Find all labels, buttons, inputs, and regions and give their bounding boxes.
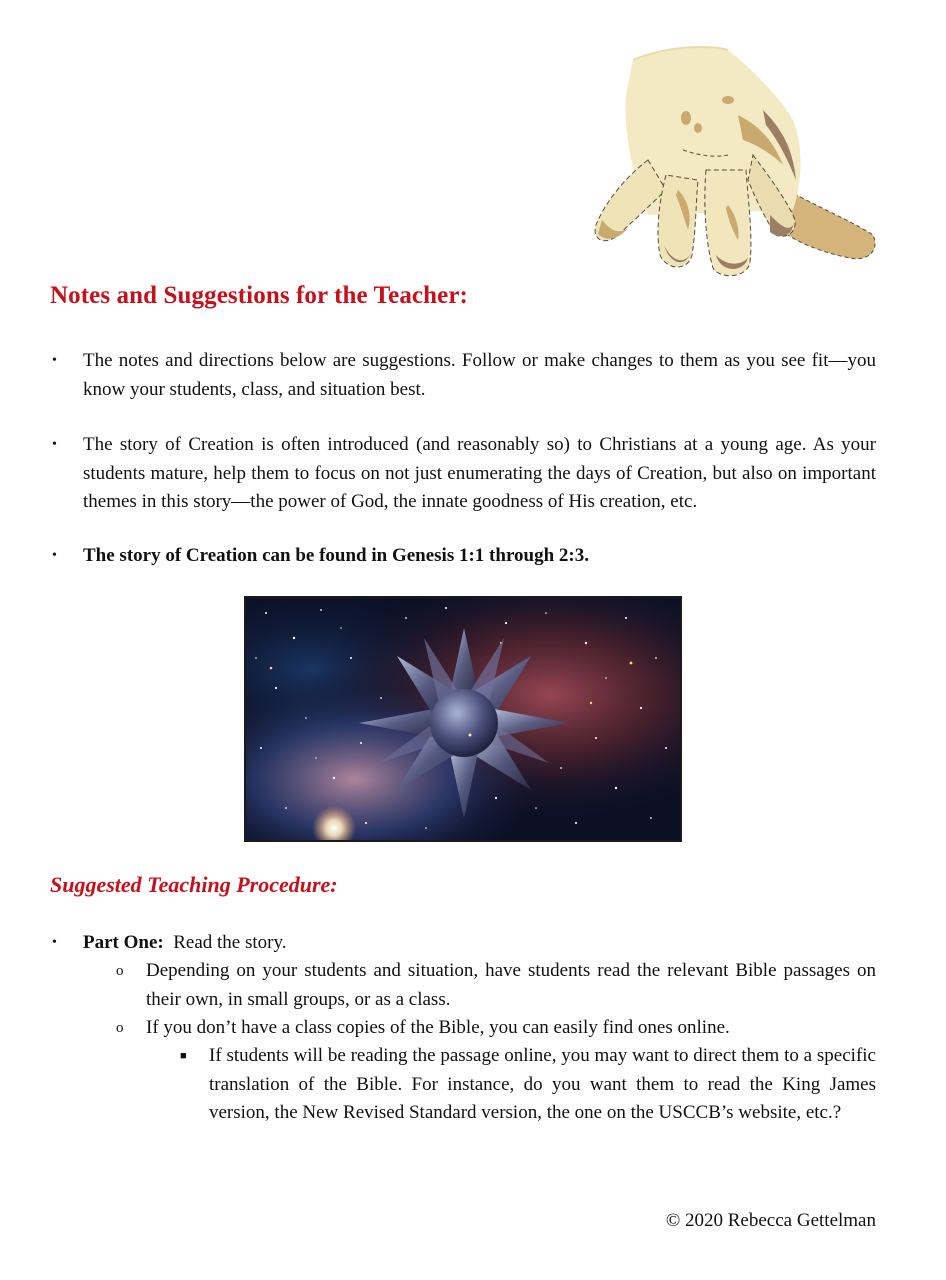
hollow-bullet-icon: o bbox=[116, 963, 124, 979]
part-one-description: Read the story. bbox=[163, 932, 287, 953]
sub-sub-item-text: If students will be reading the passage online, you may want to direct them to a specific translation of the Bible. For instance, do you want them to read the King James version, the New Revised Standard version, the one on the USCCB’s website, etc.? bbox=[209, 1045, 876, 1123]
bullet-icon: • bbox=[52, 437, 57, 452]
note-text: The story of Creation is often introduced (and reasonably so) to Christians at a young age. As your students mature, help them to focus on not just enumerating the days of Creation, but also on important themes in this story—the power of God, the innate goodness of His creation, etc. bbox=[83, 434, 876, 512]
teaching-procedure-heading: Suggested Teaching Procedure: bbox=[50, 872, 338, 897]
procedure-sub-item bbox=[113, 1014, 876, 1043]
bullet-icon: • bbox=[52, 548, 57, 563]
part-one-text bbox=[83, 929, 876, 958]
square-bullet-icon: ■ bbox=[180, 1050, 187, 1062]
part-one-label: Part One: bbox=[83, 932, 164, 953]
sub-item-text: If you don’t have a class copies of the Bible, you can easily find ones online. bbox=[146, 1017, 730, 1038]
sub-item-text: Depending on your students and situation, have students read the relevant Bible passages on their own, in small groups, or as a class. bbox=[146, 960, 876, 1010]
hand-icon bbox=[588, 40, 880, 280]
copyright-footer: © 2020 Rebecca Gettelman bbox=[665, 1210, 876, 1231]
procedure-sub-sub-item bbox=[176, 1042, 876, 1128]
note-text: The story of Creation can be found in Genesis 1:1 through 2:3. bbox=[83, 545, 589, 566]
hand-illustration bbox=[588, 40, 880, 280]
notes-heading: Notes and Suggestions for the Teacher: bbox=[50, 282, 468, 309]
note-item bbox=[50, 431, 876, 517]
creation-star-image bbox=[244, 596, 682, 842]
note-item bbox=[50, 347, 876, 404]
procedure-part-one bbox=[50, 929, 876, 958]
procedure-sub-item bbox=[113, 957, 876, 1014]
bullet-icon: • bbox=[52, 935, 57, 950]
note-item-scripture-reference bbox=[50, 542, 876, 571]
star-nebula-icon bbox=[246, 598, 680, 840]
note-text: The notes and directions below are suggestions. Follow or make changes to them as you see fit—you know your students, class, and situation best. bbox=[83, 350, 876, 400]
bullet-icon: • bbox=[52, 353, 57, 368]
hollow-bullet-icon: o bbox=[116, 1020, 124, 1036]
